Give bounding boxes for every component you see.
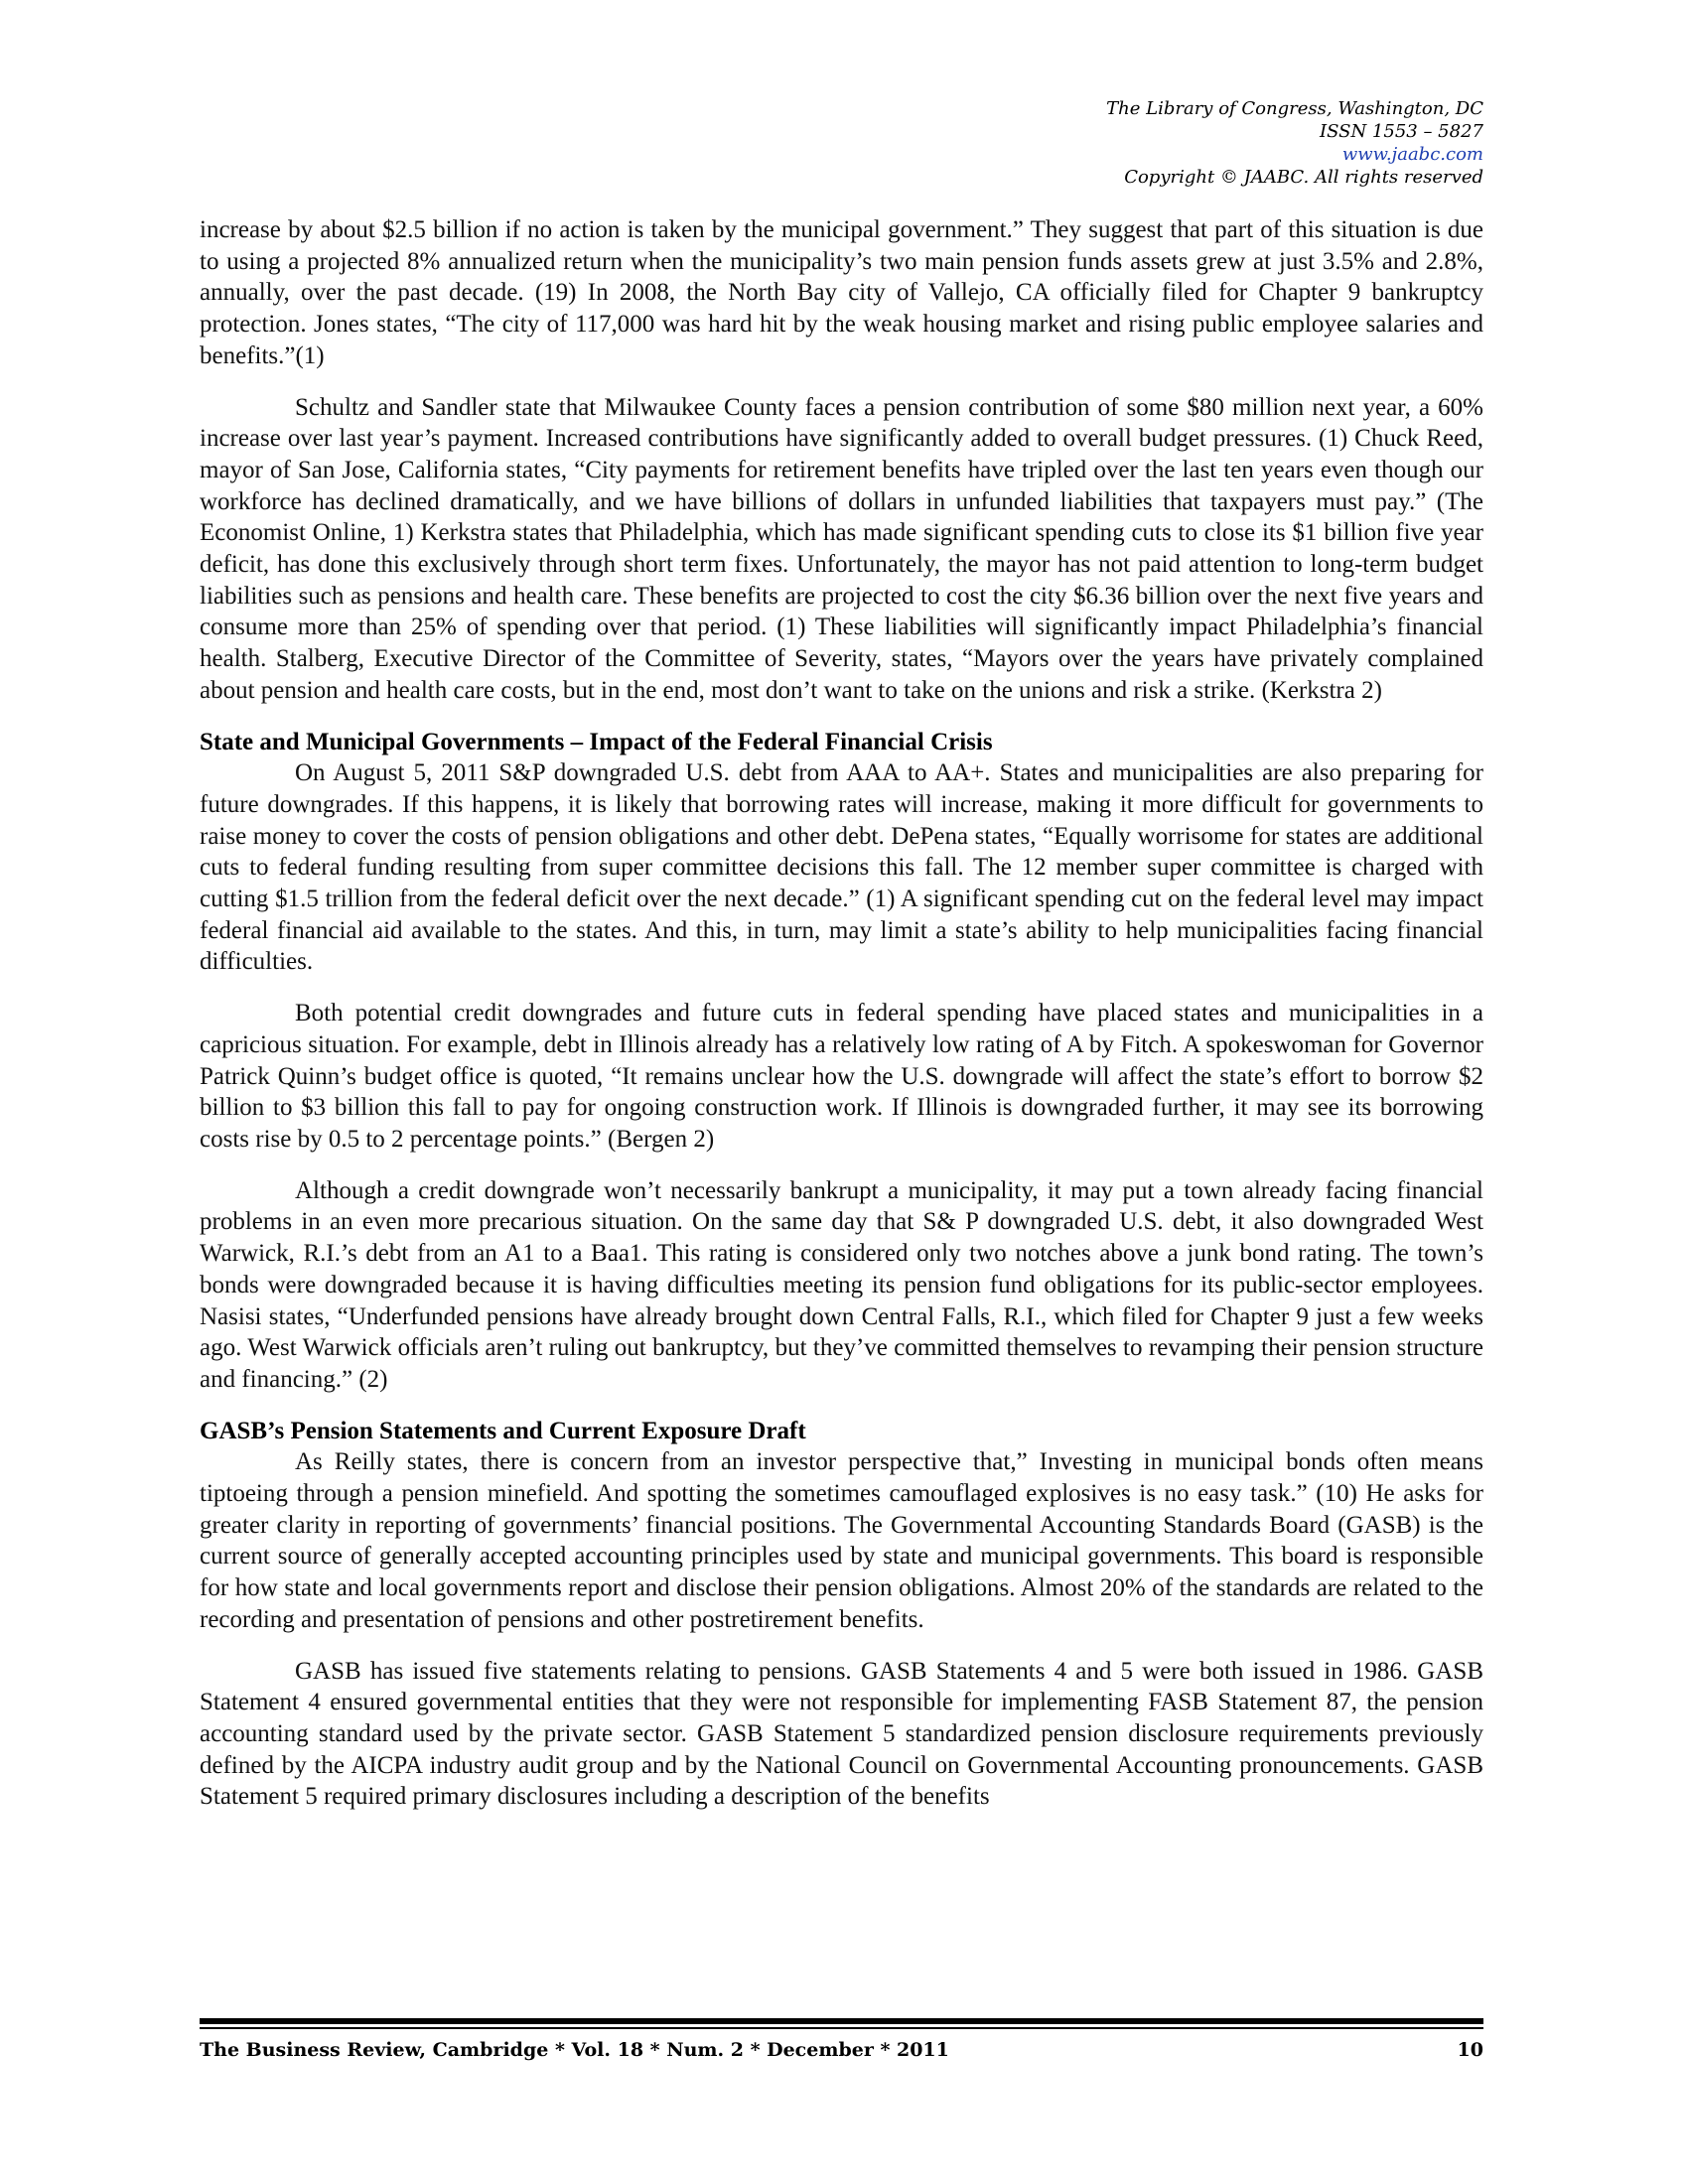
paragraph-illinois: Both potential credit downgrades and future cuts in federal spending have placed states and municipalities in a capricious situation. For example, debt in Illinois already has a relatively low rating of A by Fitch. A spokeswoman for Governor Patrick Quinn’s budget office is quoted, “It remains unclear how the U.S. downgrade will affect the state’s effort to borrow $2 billion to $3 billion this fall to pay for ongoing construction work. If Illinois is downgraded further, it may see its borrowing costs rise by 0.5 to 2 percentage points.” (Bergen 2) (200, 1000, 1483, 1153)
paragraph-downgrade: On August 5, 2011 S&P downgraded U.S. debt from AAA to AA+. States and municipalities are also preparing for future downgrades. If this happens, it is likely that borrowing rates will increase, making it more difficult for governments to raise money to cover the costs of pension obligations and other debt. DePena states, “Equally worrisome for states are additional cuts to federal funding resulting from super committee decisions this fall. The 12 member super committee is charged with cutting $1.5 trillion from the federal deficit over the next decade.” (1) A significant spending cut on the federal level may impact federal financial aid available to the states. And this, in turn, may limit a state’s ability to help municipalities facing financial difficulties. (200, 759, 1483, 976)
footer-journal-citation: The Business Review, Cambridge * Vol. 18 * Num. 2 * December * 2011 (200, 2039, 949, 2061)
footer-rule-thick (200, 2018, 1483, 2024)
paragraph-west-warwick: Although a credit downgrade won’t necessarily bankrupt a municipality, it may put a town already facing financial problems in an even more precarious situation. On the same day that S& P downgraded U.S. debt, it also downgraded West Warwick, R.I.’s debt from an A1 to a Baa1. This rating is considered only two notches above a junk bond rating. The town’s bonds were downgraded because it is having difficulties meeting its pension fund obligations for its public-sector employees. Nasisi states, “Underfunded pensions have already brought down Central Falls, R.I., which filed for Chapter 9 just a few weeks ago. West Warwick officials aren’t ruling out bankruptcy, but they’ve committed themselves to revamping their pension structure and financing.” (2) (200, 1176, 1483, 1393)
paragraph-continued: increase by about $2.5 billion if no action is taken by the municipal government.” They suggest that part of this situation is due to using a projected 8% annualized return when the municipality’s two main pension funds assets grew at just 3.5% and 2.8%, annually, over the past decade. (19) In 2008, the North Bay city of Vallejo, CA officially filed for Chapter 9 bankruptcy protection. Jones states, “The city of 117,000 was hard hit by the weak housing market and rising public employee salaries and benefits.”(1) (200, 216, 1483, 369)
article-body (200, 214, 1483, 1833)
paragraph-gasb-statements: GASB has issued five statements relating to pensions. GASB Statements 4 and 5 were both issued in 1986. GASB Statement 4 ensured governmental entities that they were not responsible for implementing FASB Statement 87, the pension accounting standard used by the private sector. GASB Statement 5 standardized pension disclosure requirements previously defined by the AICPA industry audit group and by the National Council on Governmental Accounting pronouncements. GASB Statement 5 required primary disclosures including a description of the benefits (200, 1657, 1483, 1811)
section-heading-federal-crisis: State and Municipal Governments – Impact of the Federal Financial Crisis (200, 728, 993, 755)
section-heading-gasb: GASB’s Pension Statements and Current Exposure Draft (200, 1417, 806, 1444)
page-number: 10 (1457, 2039, 1483, 2061)
paragraph-reilly: As Reilly states, there is concern from an investor perspective that,” Investing in municipal bonds often means tiptoeing through a pension minefield. And spotting the sometimes camouflaged explosives is no easy task.” (10) He asks for greater clarity in reporting of governments’ financial positions. The Governmental Accounting Standards Board (GASB) is the current source of generally accepted accounting principles used by state and municipal governments. This board is responsible for how state and local governments report and disclose their pension obligations. Almost 20% of the standards are related to the recording and presentation of pensions and other postretirement benefits. (200, 1448, 1483, 1633)
footer-rule-thin (200, 2027, 1483, 2029)
header-publisher: The Library of Congress, Washington, DC (1106, 98, 1483, 119)
paragraph-milwaukee: Schultz and Sandler state that Milwaukee County faces a pension contribution of some $80 million next year, a 60% increase over last year’s payment. Increased contributions have significantly added to overall budget pressures. (1) Chuck Reed, mayor of San Jose, California states, “City payments for retirement benefits have tripled over the last ten years even though our workforce has declined dramatically, and we have billions of dollars in unfunded liabilities that taxpayers must pay.” (The Economist Online, 1) Kerkstra states that Philadelphia, which has made significant spending cuts to close its $1 billion five year deficit, has done this exclusively through short term fixes. Unfortunately, the mayor has not paid attention to long-term budget liabilities such as pensions and health care. These benefits are projected to cost the city $6.36 billion over the next five years and consume more than 25% of spending over that period. (1) These liabilities will significantly impact Philadelphia’s financial health. Stalberg, Executive Director of the Committee of Severity, states, “Mayors over the years have privately complained about pension and health care costs, but in the end, most don’t want to take on the unions and risk a strike. (Kerkstra 2) (200, 393, 1483, 704)
header-url-link[interactable]: www.jaabc.com (1341, 144, 1483, 165)
running-header (788, 97, 1483, 189)
header-issn: ISSN 1553 – 5827 (1320, 121, 1483, 142)
header-copyright: Copyright © JAABC. All rights reserved (1124, 167, 1483, 188)
